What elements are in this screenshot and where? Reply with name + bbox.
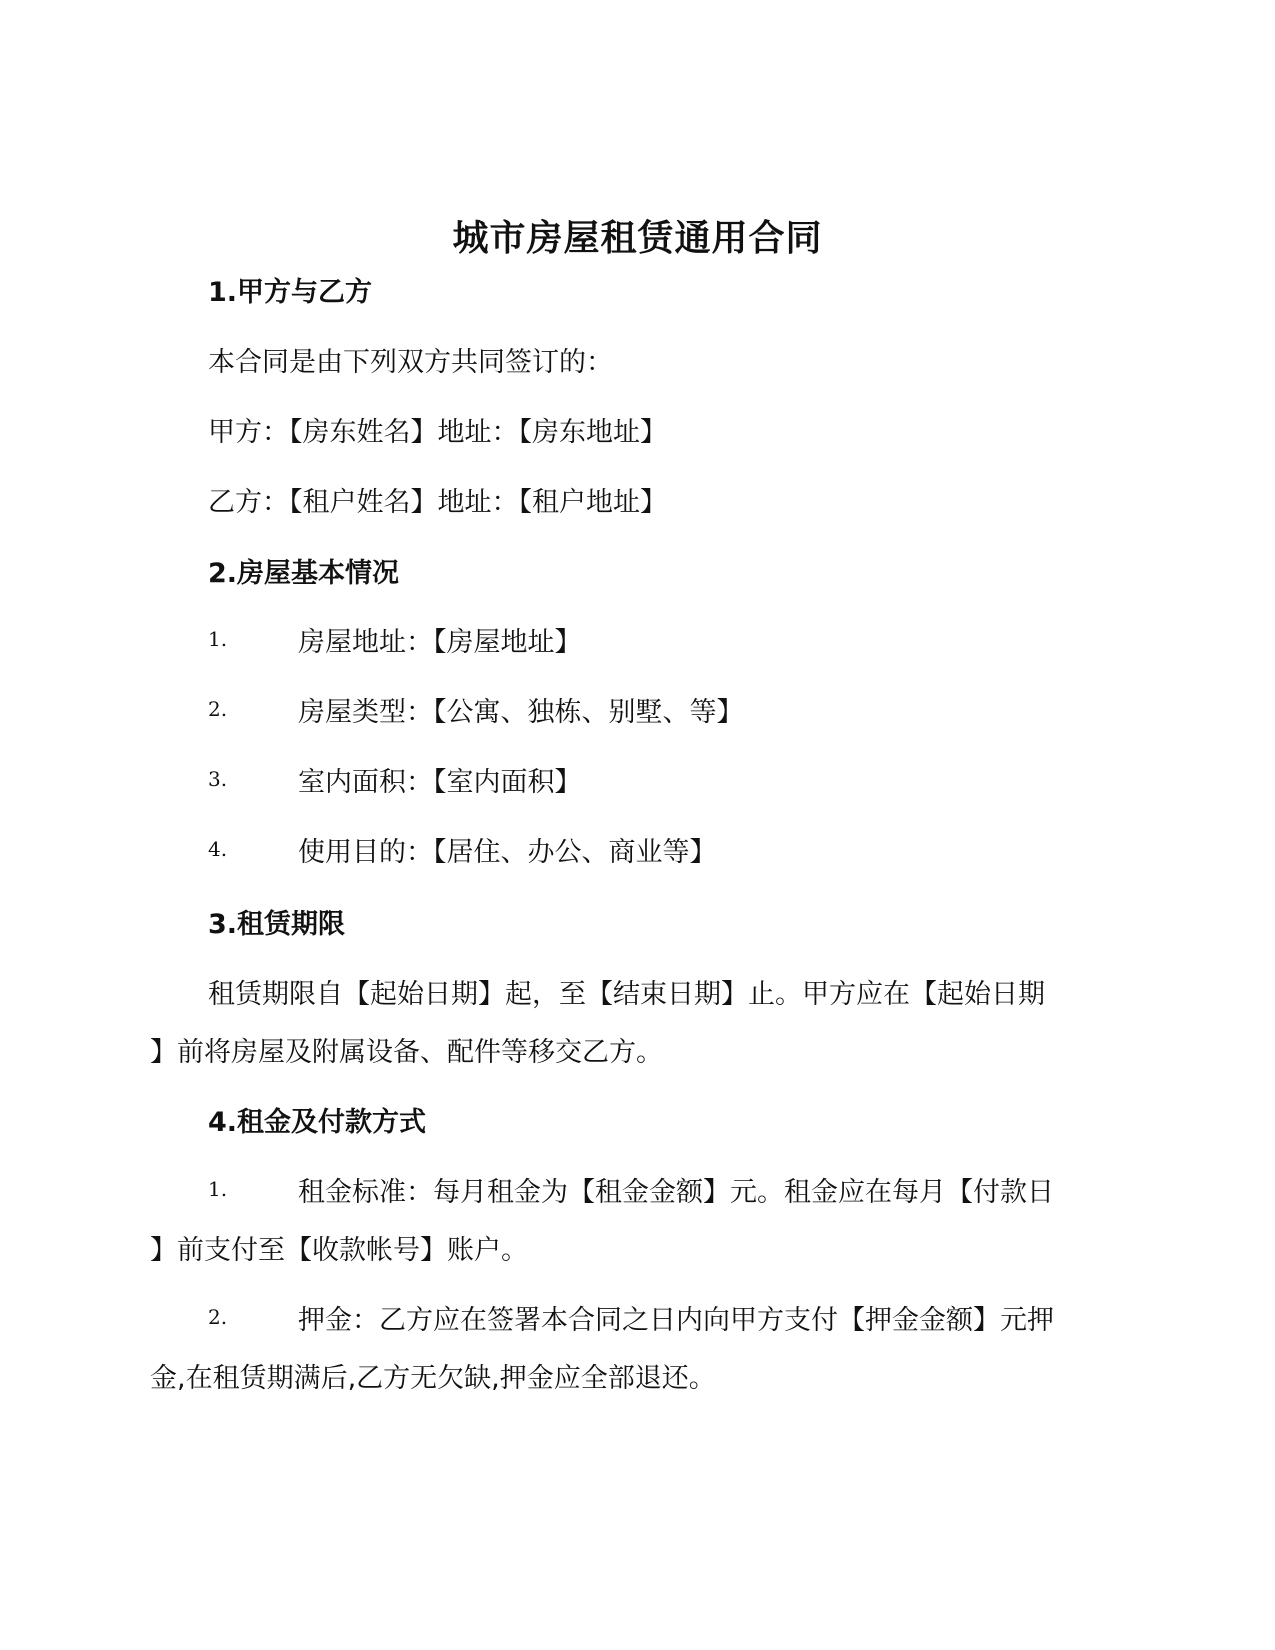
section-heading-parties: 1.甲方与乙方 <box>208 277 373 308</box>
section-heading-term: 3.租赁期限 <box>208 909 346 940</box>
list-item-number: 2. <box>208 697 228 721</box>
property-address-item: 房屋地址：【房屋地址】 <box>298 627 582 658</box>
term-paragraph-line: 租赁期限自【起始日期】起，至【结束日期】止。甲方应在【起始日期 <box>208 979 1045 1010</box>
property-area-item: 室内面积：【室内面积】 <box>298 767 582 798</box>
property-type-item: 房屋类型：【公寓、独栋、别墅、等】 <box>298 697 744 728</box>
list-item-number: 3. <box>208 767 228 791</box>
deposit-item-continued: 金,在租赁期满后,乙方无欠缺,押金应全部退还。 <box>150 1363 716 1394</box>
section-heading-property: 2.房屋基本情况 <box>208 558 400 589</box>
rent-standard-item: 租金标准：每月租金为【租金金额】元。租金应在每月【付款日 <box>298 1177 1054 1208</box>
deposit-item: 押金：乙方应在签署本合同之日内向甲方支付【押金金额】元押 <box>298 1305 1054 1336</box>
list-item-number: 4. <box>208 837 228 861</box>
party-b-line: 乙方：【租户姓名】地址：【租户地址】 <box>208 487 667 518</box>
list-item-number: 1. <box>208 1177 228 1201</box>
rent-standard-item-continued: 】前支付至【收款帐号】账户。 <box>150 1235 528 1266</box>
section-heading-rent: 4.租金及付款方式 <box>208 1107 427 1138</box>
party-a-line: 甲方：【房东姓名】地址：【房东地址】 <box>208 417 667 448</box>
parties-intro: 本合同是由下列双方共同签订的： <box>208 347 613 378</box>
list-item-number: 2. <box>208 1305 228 1329</box>
term-paragraph-line: 】前将房屋及附属设备、配件等移交乙方。 <box>150 1037 663 1068</box>
property-purpose-item: 使用目的：【居住、办公、商业等】 <box>298 837 717 868</box>
document-title: 城市房屋租赁通用合同 <box>452 218 823 259</box>
list-item-number: 1. <box>208 627 228 651</box>
